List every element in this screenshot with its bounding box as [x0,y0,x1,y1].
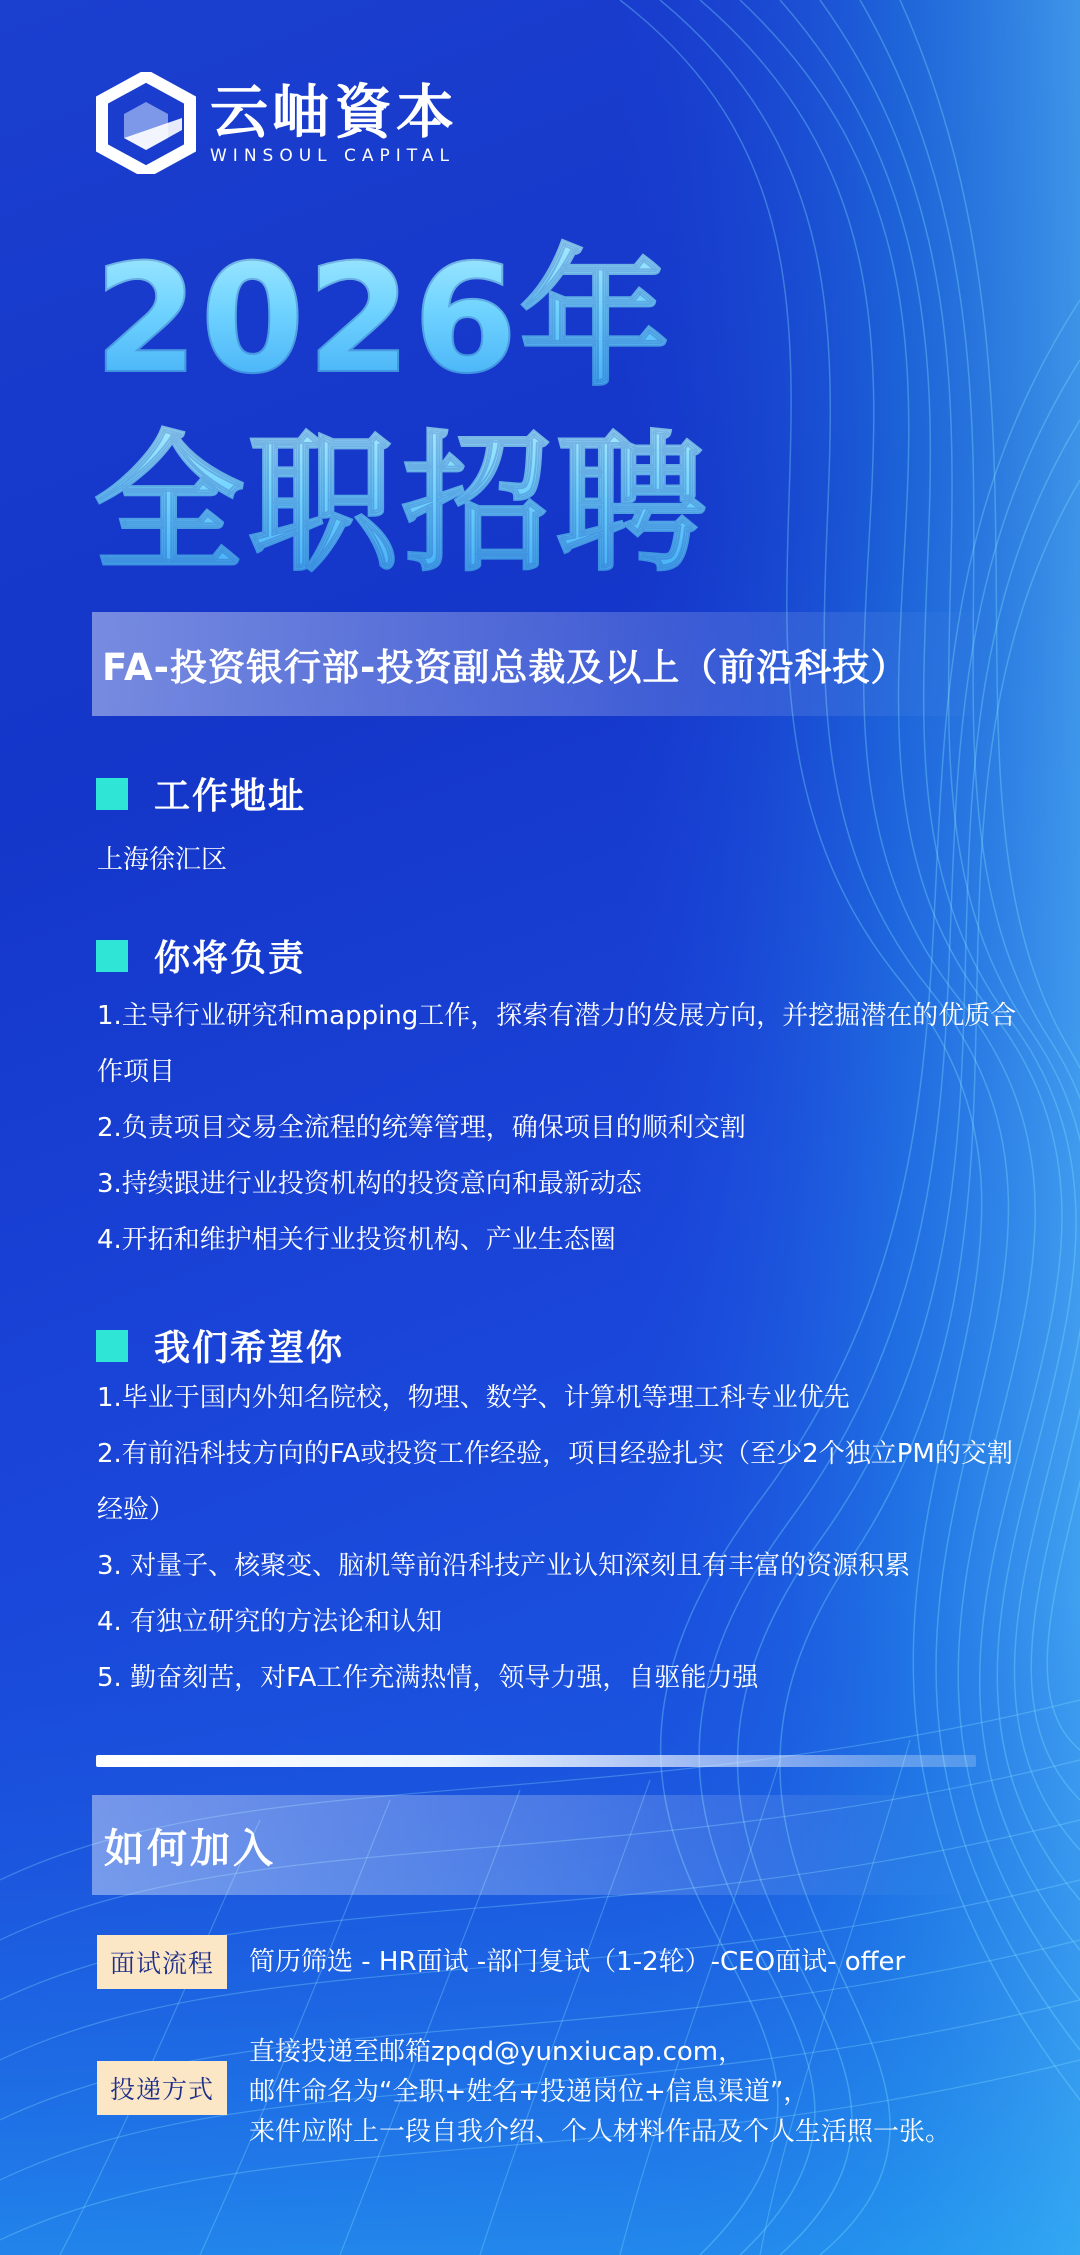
list-item: 2.有前沿科技方向的FA或投资工作经验，项目经验扎实（至少2个独立PM的交割经验） [97,1439,1013,1525]
role-title: FA-投资银行部-投资副总裁及以上（前沿科技） [102,646,909,689]
section-responsibilities-header [96,930,306,981]
brand-logo [96,72,458,174]
headline-year: 2026年 [94,233,672,407]
headline-title: 全职招聘 [94,418,711,592]
brand-name-cn: 云岫資本 [210,78,459,146]
responsibilities-list [97,988,1017,1268]
apply-line-email: 直接投递至邮箱zpqd@yunxiucap.com， [249,2037,745,2067]
list-item: 1.主导行业研究和mapping工作，探索有潜力的发展方向，并挖掘潜在的优质合作项目 [97,1001,1017,1087]
apply-tag: 投递方式 [97,2061,227,2115]
list-item: 3.持续跟进行业投资机构的投资意向和最新动态 [97,1169,642,1199]
list-item: 2.负责项目交易全流程的统筹管理，确保项目的顺利交割 [97,1113,746,1143]
location-value: 上海徐汇区 [97,845,228,875]
list-item: 4.开拓和维护相关行业投资机构、产业生态圈 [97,1225,616,1255]
join-banner [92,1795,972,1895]
section-square-icon [96,940,128,972]
join-heading: 如何加入 [104,1825,276,1872]
process-tag: 面试流程 [97,1935,227,1989]
list-item: 4. 有独立研究的方法论和认知 [97,1607,443,1637]
apply-line-naming: 邮件命名为“全职+姓名+投递岗位+信息渠道”， [249,2077,810,2107]
section-square-icon [96,778,128,810]
brand-name-en: WINSOUL CAPITAL [210,146,455,166]
section-title: 我们希望你 [154,1328,345,1369]
section-location-header [96,768,306,819]
section-requirements-header [96,1320,344,1371]
apply-line-attachments: 来件应附上一段自我介绍、个人材料作品及个人生活照一张。 [249,2117,952,2147]
section-title: 你将负责 [154,938,307,979]
list-item: 1.毕业于国内外知名院校，物理、数学、计算机等理工科专业优先 [97,1383,850,1413]
list-item: 5. 勤奋刻苦，对FA工作充满热情，领导力强，自驱能力强 [97,1663,759,1693]
section-square-icon [96,1330,128,1362]
process-value: 简历筛选 - HR面试 -部门复试（1-2轮）-CEO面试- offer [249,1947,906,1977]
section-divider [96,1755,976,1767]
section-title: 工作地址 [154,776,307,817]
list-item: 3. 对量子、核聚变、脑机等前沿科技产业认知深刻且有丰富的资源积累 [97,1551,911,1581]
winsoul-logo-icon [96,72,196,174]
requirements-list [97,1370,1017,1706]
role-banner [92,612,992,716]
